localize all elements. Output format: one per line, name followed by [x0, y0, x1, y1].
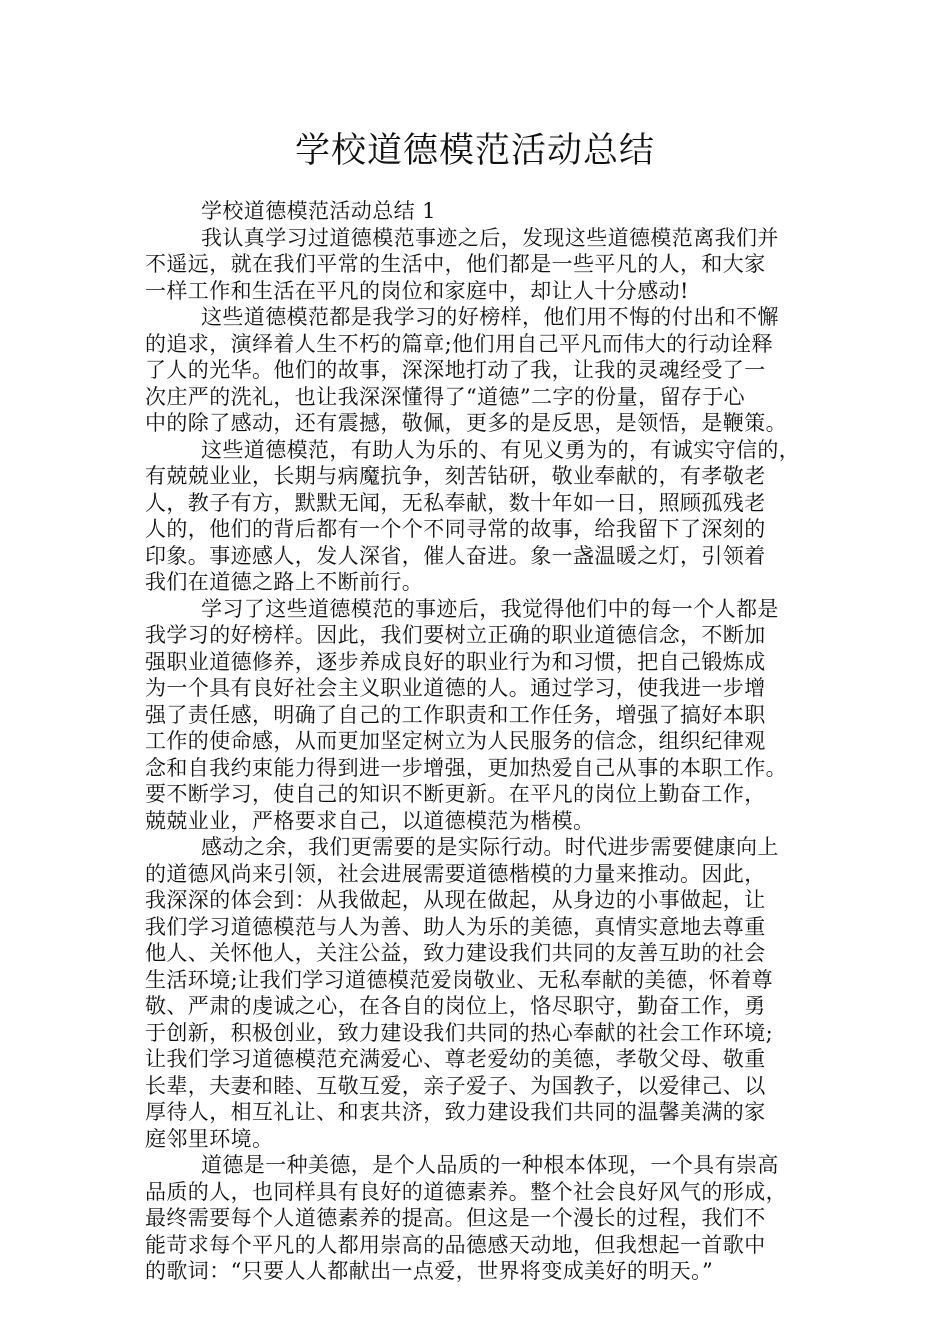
paragraph-first-line: 道德是一种美德，是个人品质的一种根本体现，一个具有崇高 [201, 1153, 779, 1177]
paragraph-line: 强了责任感，明确了自己的工作职责和工作任务，增强了搞好本职 [145, 702, 766, 727]
paragraph-line: 庭邻里环境。 [145, 1126, 274, 1151]
paragraph-line: 的道德风尚来引领，社会进展需要道德楷模的力量来推动。因此， [145, 861, 766, 886]
paragraph-line: 了人的光华。他们的故事，深深地打动了我，让我的灵魂经受了一 [145, 358, 766, 382]
paragraph-line: 我们学习道德模范与人为善、助人为乐的美德，真情实意地去尊重 [145, 914, 766, 939]
paragraph-line: 人的，他们的背后都有一个个不同寻常的故事，给我留下了深刻的 [145, 517, 766, 541]
paragraph-line: 念和自我约束能力得到进一步增强，更加热爱自己从事的本职工作。 [145, 755, 787, 780]
paragraph-line: 生活环境;让我们学习道德模范爱岗敬业、无私奉献的美德，怀着尊 [145, 967, 774, 992]
paragraph-line: 要不断学习，使自己的知识不断更新。在平凡的岗位上勤奋工作， [145, 782, 766, 806]
paragraph-line: 不遥远，就在我们平常的生活中，他们都是一些平凡的人，和大家 [145, 252, 766, 276]
paragraph-line: 让我们学习道德模范充满爱心、尊老爱幼的美德，孝敬父母、敬重 [145, 1047, 766, 1071]
paragraph-line: 能苛求每个平凡的人都用崇高的品德感天动地，但我想起一首歌中 [145, 1232, 766, 1257]
paragraph-line: 兢兢业业，严格要求自己，以道德模范为楷模。 [145, 808, 595, 833]
paragraph-line: 他人、关怀他人，关注公益，致力建设我们共同的友善互助的社会 [145, 941, 766, 965]
paragraph-first-line: 学习了这些道德模范的事迹后，我觉得他们中的每一个人都是 [201, 596, 779, 621]
paragraph-line: 中的除了感动，还有震撼，敬佩，更多的是反思，是领悟，是鞭策。 [145, 411, 787, 435]
paragraph-line: 最终需要每个人道德素养的提高。但这是一个漫长的过程，我们不 [145, 1206, 766, 1230]
paragraph-line: 我深深的体会到：从我做起，从现在做起，从身边的小事做起，让 [145, 888, 766, 912]
paragraph-line: 于创新，积极创业，致力建设我们共同的热心奉献的社会工作环境; [145, 1020, 774, 1045]
paragraph-line: 人，教子有方，默默无闻，无私奉献，数十年如一日，照顾孤残老 [145, 490, 766, 515]
paragraph-line: 强职业道德修养，逐步养成良好的职业行为和习惯，把自己锻炼成 [145, 649, 766, 674]
paragraph-line: 厚待人，相互礼让、和衷共济，致力建设我们共同的温馨美满的家 [145, 1100, 766, 1124]
document-title: 学校道德模范活动总结 [294, 131, 655, 171]
paragraph-line: 品质的人，也同样具有良好的道德素养。整个社会良好风气的形成， [145, 1179, 787, 1204]
paragraph-line: 工作的使命感，从而更加坚定树立为人民服务的信念，组织纪律观 [145, 729, 766, 753]
paragraph-line: 印象。事迹感人，发人深省，催人奋进。象一盏温暖之灯，引领着 [145, 543, 766, 568]
paragraph-line: 的歌词：“只要人人都献出一点爱，世界将变成美好的明天。” [145, 1259, 714, 1283]
paragraph-line: 长辈，夫妻和睦、互敬互爱，亲子爱子、为国教子，以爱律己、以 [145, 1073, 766, 1098]
paragraph-line: 一样工作和生活在平凡的岗位和家庭中，却让人十分感动! [145, 278, 689, 303]
paragraph-line: 次庄严的洗礼，也让我深深懂得了“道德”二字的份量，留存于心 [145, 384, 746, 409]
paragraph-line: 为一个具有良好社会主义职业道德的人。通过学习，使我进一步增 [145, 676, 766, 700]
paragraph-first-line: 感动之余，我们更需要的是实际行动。时代进步需要健康向上 [201, 835, 779, 859]
paragraph-first-line: 这些道德模范都是我学习的好榜样，他们用不悔的付出和不懈 [201, 305, 779, 329]
paragraph-line: 我学习的好榜样。因此，我们要树立正确的职业道德信念，不断加 [145, 623, 766, 647]
document-body [145, 198, 817, 1285]
paragraph-first-line: 我认真学习过道德模范事迹之后，发现这些道德模范离我们并 [201, 225, 779, 250]
paragraph-line: 我们在道德之路上不断前行。 [145, 570, 424, 594]
paragraph-line: 的追求，演绎着人生不朽的篇章;他们用自己平凡而伟大的行动诠释 [145, 331, 774, 356]
paragraph-first-line: 学校道德模范活动总结 1 [201, 199, 436, 223]
paragraph-line: 有兢兢业业，长期与病魔抗争，刻苦钻研，敬业奉献的，有孝敬老 [145, 464, 766, 488]
paragraph-first-line: 这些道德模范，有助人为乐的、有见义勇为的，有诚实守信的， [201, 437, 801, 462]
paragraph-line: 敬、严肃的虔诚之心，在各自的岗位上，恪尽职守，勤奋工作，勇 [145, 994, 766, 1018]
